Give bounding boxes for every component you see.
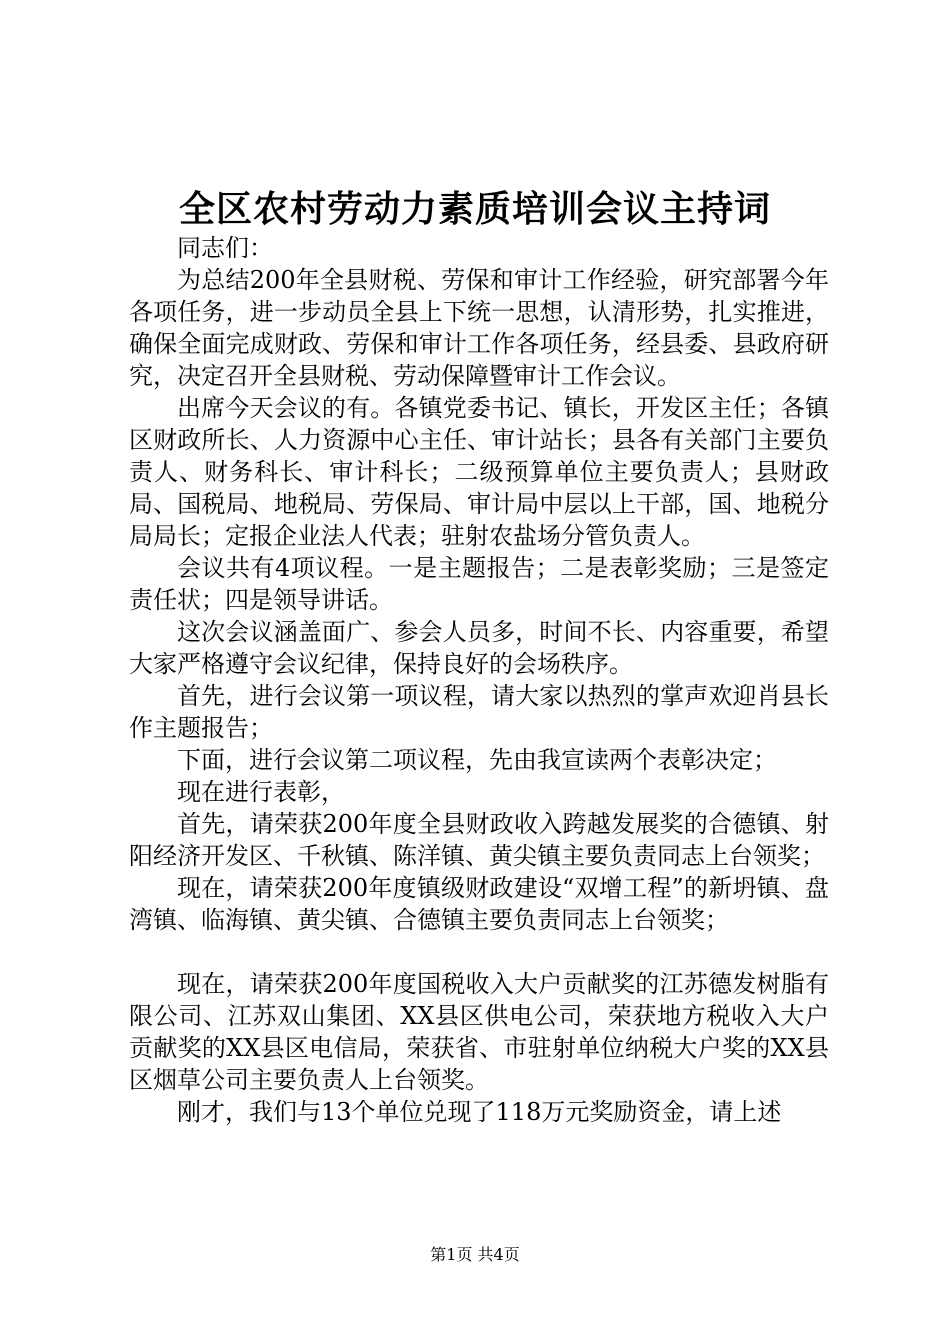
paragraph-salutation: 同志们： xyxy=(177,234,273,262)
document-body xyxy=(129,232,829,1128)
paragraph: 为总结200年全县财税、劳保和审计工作经验，研究部署今年各项任务，进一步动员全县上下统一思想，认清形势，扎实推进，确保全面完成财政、劳保和审计工作各项任务，经县委、县政府研究，决定召开全县财税、劳动保障暨审计工作会议。 xyxy=(129,266,829,390)
paragraph: 现在进行表彰， xyxy=(177,778,345,806)
paragraph: 现在，请荣获200年度国税收入大户贡献奖的江苏德发树脂有限公司、江苏双山集团、XX县区供电公司，荣获地方税收入大户贡献奖的XX县区电信局，荣获省、市驻射单位纳税大户奖的XX县区烟草公司主要负责人上台领奖。 xyxy=(129,970,829,1094)
document-title: 全区农村劳动力素质培训会议主持词 xyxy=(178,188,771,230)
paragraph: 首先，进行会议第一项议程，请大家以热烈的掌声欢迎肖县长作主题报告； xyxy=(129,682,829,742)
paragraph: 现在，请荣获200年度镇级财政建设“双增工程”的新坍镇、盘湾镇、临海镇、黄尖镇、合德镇主要负责同志上台领奖； xyxy=(129,874,829,934)
paragraph: 首先，请荣获200年度全县财政收入跨越发展奖的合德镇、射阳经济开发区、千秋镇、陈洋镇、黄尖镇主要负责同志上台领奖； xyxy=(129,810,829,870)
paragraph: 这次会议涵盖面广、参会人员多，时间不长、内容重要，希望大家严格遵守会议纪律，保持良好的会场秩序。 xyxy=(129,618,829,678)
paragraph: 下面，进行会议第二项议程，先由我宣读两个表彰决定； xyxy=(177,746,777,774)
paragraph: 出席今天会议的有。各镇党委书记、镇长，开发区主任；各镇区财政所长、人力资源中心主任、审计站长；县各有关部门主要负责人、财务科长、审计科长；二级预算单位主要负责人；县财政局、国税局、地税局、劳保局、审计局中层以上干部，国、地税分局局长；定报企业法人代表；驻射农盐场分管负责人。 xyxy=(129,394,829,550)
page-indicator: 第1页 共4页 xyxy=(430,1245,520,1264)
paragraph: 会议共有4项议程。一是主题报告；二是表彰奖励；三是签定责任状；四是领导讲话。 xyxy=(129,554,829,614)
paragraph: 刚才，我们与13个单位兑现了118万元奖励资金，请上述 xyxy=(177,1098,782,1126)
